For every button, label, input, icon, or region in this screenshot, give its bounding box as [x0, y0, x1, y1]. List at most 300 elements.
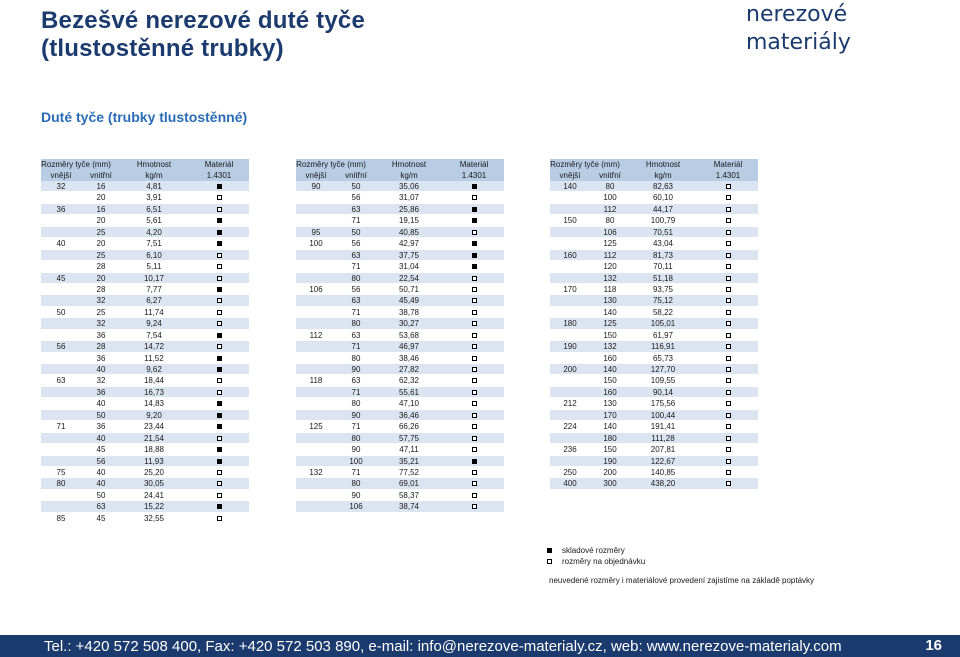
- empty-square-icon: [726, 298, 731, 303]
- table-row: [550, 318, 758, 329]
- weight-cell: 5,61: [146, 216, 162, 226]
- filled-square-icon: [472, 253, 477, 258]
- inner-diameter-cell: 40: [96, 433, 106, 443]
- table-header-row-1: [41, 159, 249, 170]
- outer-diameter-cell: 80: [56, 479, 66, 489]
- table-row: [41, 341, 249, 352]
- empty-square-icon: [217, 310, 222, 315]
- inner-diameter-cell: 25: [96, 250, 106, 260]
- weight-cell: 9,62: [146, 365, 162, 374]
- outer-diameter-cell: 150: [563, 216, 577, 226]
- weight-cell: 31,07: [398, 193, 420, 203]
- table-row: [550, 284, 758, 295]
- weight-cell: 32,55: [143, 513, 165, 523]
- outer-diameter-cell: 118: [309, 376, 323, 386]
- outer-diameter-cell: 95: [311, 227, 321, 237]
- table-row: [41, 273, 249, 284]
- empty-square-icon: [726, 344, 731, 349]
- filled-square-icon: [217, 459, 222, 464]
- empty-square-icon: [472, 390, 477, 395]
- outer-diameter-cell: 250: [563, 467, 577, 477]
- weight-cell: 66,26: [398, 422, 420, 432]
- inner-diameter-cell: 106: [349, 502, 363, 512]
- empty-square-icon: [217, 344, 222, 349]
- empty-square-icon: [217, 390, 222, 395]
- weight-cell: 65,73: [652, 353, 674, 363]
- filled-square-icon: [472, 218, 477, 223]
- weight-cell: 116,91: [651, 342, 675, 352]
- outer-diameter-cell: 75: [56, 467, 66, 477]
- filled-square-icon: [217, 218, 222, 223]
- table-row: [296, 307, 504, 318]
- weight-cell: 61,97: [652, 330, 674, 340]
- table-header-row-1: [296, 159, 504, 170]
- table-row: [296, 375, 504, 386]
- inner-diameter-cell: 63: [351, 376, 361, 386]
- outer-diameter-cell: 180: [563, 319, 577, 329]
- table-row: [41, 318, 249, 329]
- inner-diameter-cell: 71: [351, 262, 361, 272]
- table-row: [41, 421, 249, 432]
- table-body: [41, 181, 249, 524]
- inner-diameter-cell: 120: [603, 262, 617, 272]
- inner-diameter-cell: 125: [603, 239, 617, 249]
- weight-cell: 127,70: [650, 365, 676, 374]
- header-weight: Hmotnost: [645, 160, 681, 169]
- outer-diameter-cell: 400: [563, 479, 577, 489]
- inner-diameter-cell: 20: [96, 193, 106, 203]
- inner-diameter-cell: 16: [96, 204, 106, 214]
- inner-diameter-cell: 25: [96, 227, 106, 237]
- weight-cell: 82,63: [652, 182, 674, 191]
- table-row: [41, 513, 249, 524]
- table-row: [550, 273, 758, 284]
- weight-cell: 9,24: [146, 319, 162, 329]
- table-row: [296, 284, 504, 295]
- weight-cell: 6,51: [146, 204, 162, 214]
- weight-cell: 175,56: [650, 399, 676, 409]
- inner-diameter-cell: 71: [351, 387, 361, 397]
- filled-square-icon: [472, 207, 477, 212]
- weight-cell: 38,74: [398, 502, 420, 512]
- weight-cell: 18,44: [143, 376, 165, 386]
- inner-diameter-cell: 28: [96, 284, 106, 294]
- weight-cell: 60,10: [652, 193, 674, 203]
- outer-diameter-cell: 190: [563, 342, 577, 352]
- empty-square-icon: [472, 378, 477, 383]
- weight-cell: 14,72: [143, 342, 165, 352]
- weight-cell: 38,78: [398, 307, 420, 317]
- inner-diameter-cell: 190: [603, 456, 617, 466]
- inner-diameter-cell: 25: [96, 307, 106, 317]
- inner-diameter-cell: 300: [603, 479, 617, 489]
- filled-square-icon: [217, 367, 222, 372]
- table-row: [296, 273, 504, 284]
- availability-note: neuvedené rozměry i materiálové provedení zajistíme na základě poptávky: [549, 576, 815, 585]
- outer-diameter-cell: 160: [563, 250, 577, 260]
- empty-square-icon: [217, 436, 222, 441]
- inner-diameter-cell: 71: [351, 467, 361, 477]
- outer-diameter-cell: 45: [56, 273, 66, 283]
- inner-diameter-cell: 80: [351, 479, 361, 489]
- inner-diameter-cell: 140: [603, 365, 617, 374]
- outer-diameter-cell: 56: [56, 342, 66, 352]
- filled-square-icon: [217, 333, 222, 338]
- empty-square-icon: [472, 424, 477, 429]
- empty-square-icon: [726, 287, 731, 292]
- table-row: [296, 181, 504, 192]
- weight-cell: 7,51: [146, 239, 162, 249]
- inner-diameter-cell: 16: [96, 182, 106, 191]
- table-header-row-2: [296, 170, 504, 181]
- table-body: [550, 181, 758, 490]
- empty-square-icon: [472, 321, 477, 326]
- weight-cell: 30,27: [398, 319, 420, 329]
- table-row: [41, 398, 249, 409]
- weight-cell: 100,44: [650, 410, 676, 420]
- inner-diameter-cell: 63: [351, 296, 361, 306]
- table-header-row-2: [41, 170, 249, 181]
- table-row: [550, 261, 758, 272]
- outer-diameter-cell: 90: [311, 182, 321, 191]
- table-row: [41, 467, 249, 478]
- inner-diameter-cell: 106: [603, 227, 617, 237]
- inner-diameter-cell: 125: [603, 319, 617, 329]
- inner-diameter-cell: 130: [603, 399, 617, 409]
- table-row: [41, 204, 249, 215]
- filled-square-icon: [472, 459, 477, 464]
- weight-cell: 207,81: [650, 445, 676, 455]
- weight-cell: 6,10: [146, 250, 162, 260]
- table-row: [296, 410, 504, 421]
- page-title-line2: (tlustostěnné trubky): [41, 35, 284, 62]
- weight-cell: 53,68: [398, 330, 420, 340]
- empty-square-icon: [726, 195, 731, 200]
- table-row: [550, 250, 758, 261]
- table-row: [296, 478, 504, 489]
- header-weight: Hmotnost: [391, 160, 427, 169]
- weight-cell: 62,32: [398, 376, 420, 386]
- table-row: [296, 341, 504, 352]
- inner-diameter-cell: 56: [351, 239, 361, 249]
- table-row: [550, 467, 758, 478]
- table-row: [296, 433, 504, 444]
- empty-square-icon: [472, 298, 477, 303]
- table-row: [296, 330, 504, 341]
- table-row: [550, 375, 758, 386]
- weight-cell: 37,75: [398, 250, 420, 260]
- inner-diameter-cell: 40: [96, 467, 106, 477]
- table-row: [41, 250, 249, 261]
- inner-diameter-cell: 180: [603, 433, 617, 443]
- weight-cell: 15,22: [143, 502, 165, 512]
- table-row: [296, 421, 504, 432]
- table-row: [41, 307, 249, 318]
- inner-diameter-cell: 28: [96, 342, 106, 352]
- filled-square-icon: [547, 548, 552, 553]
- table-row: [296, 501, 504, 512]
- inner-diameter-cell: 80: [351, 353, 361, 363]
- inner-diameter-cell: 20: [96, 273, 106, 283]
- table-row: [41, 261, 249, 272]
- weight-cell: 22,54: [398, 273, 420, 283]
- weight-cell: 6,27: [146, 296, 162, 306]
- inner-diameter-cell: 71: [351, 342, 361, 352]
- empty-square-icon: [726, 253, 731, 258]
- header-outer: vnější: [50, 171, 72, 180]
- table-row: [550, 410, 758, 421]
- outer-diameter-cell: 212: [563, 399, 577, 409]
- weight-cell: 109,55: [650, 376, 676, 386]
- header-outer: vnější: [559, 171, 581, 180]
- weight-cell: 70,51: [652, 227, 674, 237]
- inner-diameter-cell: 130: [603, 296, 617, 306]
- weight-cell: 36,46: [398, 410, 420, 420]
- empty-square-icon: [726, 413, 731, 418]
- table-row: [550, 444, 758, 455]
- weight-cell: 5,11: [146, 262, 162, 272]
- empty-square-icon: [217, 481, 222, 486]
- inner-diameter-cell: 80: [351, 319, 361, 329]
- weight-cell: 4,20: [146, 227, 162, 237]
- table-row: [41, 192, 249, 203]
- table-row: [41, 501, 249, 512]
- empty-square-icon: [472, 195, 477, 200]
- table-row: [41, 444, 249, 455]
- table-row: [296, 215, 504, 226]
- table-row: [41, 433, 249, 444]
- inner-diameter-cell: 45: [96, 445, 106, 455]
- empty-square-icon: [472, 276, 477, 281]
- inner-diameter-cell: 40: [96, 399, 106, 409]
- table-row: [41, 364, 249, 375]
- table-row: [296, 318, 504, 329]
- header-dims: Rozměry tyče (mm): [550, 160, 620, 169]
- weight-cell: 35,06: [398, 182, 420, 191]
- inner-diameter-cell: 20: [96, 216, 106, 226]
- inner-diameter-cell: 32: [96, 376, 106, 386]
- inner-diameter-cell: 50: [96, 490, 106, 500]
- weight-cell: 55,61: [398, 387, 420, 397]
- weight-cell: 44,17: [652, 204, 674, 214]
- empty-square-icon: [726, 367, 731, 372]
- table-row: [550, 421, 758, 432]
- table-row: [41, 456, 249, 467]
- empty-square-icon: [726, 459, 731, 464]
- weight-cell: 93,75: [652, 284, 674, 294]
- empty-square-icon: [547, 559, 552, 564]
- inner-diameter-cell: 80: [605, 216, 615, 226]
- table-row: [550, 353, 758, 364]
- empty-square-icon: [726, 470, 731, 475]
- table-row: [41, 330, 249, 341]
- inner-diameter-cell: 56: [351, 284, 361, 294]
- header-outer: vnější: [305, 171, 327, 180]
- weight-cell: 58,37: [398, 490, 420, 500]
- header-grade: 1.4301: [715, 171, 741, 180]
- inner-diameter-cell: 50: [351, 182, 361, 191]
- weight-cell: 100,79: [650, 216, 676, 226]
- weight-cell: 19,15: [398, 216, 420, 226]
- empty-square-icon: [472, 413, 477, 418]
- filled-square-icon: [472, 241, 477, 246]
- table-row: [296, 353, 504, 364]
- inner-diameter-cell: 36: [96, 387, 106, 397]
- inner-diameter-cell: 36: [96, 353, 106, 363]
- table-row: [41, 227, 249, 238]
- header-inner: vnitřní: [599, 171, 621, 180]
- empty-square-icon: [726, 401, 731, 406]
- header-dims: Rozměry tyče (mm): [41, 160, 111, 169]
- empty-square-icon: [726, 333, 731, 338]
- header-weight: Hmotnost: [136, 160, 172, 169]
- table-header-row-1: [550, 159, 758, 170]
- outer-diameter-cell: 140: [563, 182, 577, 191]
- weight-cell: 81,73: [652, 250, 674, 260]
- header-grade: 1.4301: [206, 171, 232, 180]
- inner-diameter-cell: 160: [603, 387, 617, 397]
- weight-cell: 7,77: [146, 284, 162, 294]
- dimensions-table-3: [550, 159, 758, 490]
- table-body: [296, 181, 504, 513]
- section-subtitle: Duté tyče (trubky tlustostěnné): [41, 109, 248, 125]
- weight-cell: 14,83: [143, 399, 165, 409]
- empty-square-icon: [726, 356, 731, 361]
- empty-square-icon: [217, 276, 222, 281]
- empty-square-icon: [217, 321, 222, 326]
- weight-cell: 4,81: [146, 182, 162, 191]
- table-row: [296, 467, 504, 478]
- table-row: [550, 433, 758, 444]
- filled-square-icon: [217, 287, 222, 292]
- legend-order-label: rozměry na objednávku: [562, 557, 646, 566]
- empty-square-icon: [726, 264, 731, 269]
- inner-diameter-cell: 150: [603, 445, 617, 455]
- inner-diameter-cell: 36: [96, 422, 106, 432]
- outer-diameter-cell: 36: [56, 204, 66, 214]
- empty-square-icon: [726, 207, 731, 212]
- outer-diameter-cell: 170: [563, 284, 577, 294]
- table-row: [296, 238, 504, 249]
- empty-square-icon: [472, 287, 477, 292]
- weight-cell: 7,54: [146, 330, 162, 340]
- table-row: [550, 238, 758, 249]
- inner-diameter-cell: 80: [351, 399, 361, 409]
- filled-square-icon: [217, 447, 222, 452]
- weight-cell: 11,74: [144, 307, 164, 317]
- filled-square-icon: [217, 413, 222, 418]
- weight-cell: 50,71: [398, 284, 420, 294]
- inner-diameter-cell: 45: [96, 513, 106, 523]
- table-row: [550, 341, 758, 352]
- header-unit: kg/m: [145, 171, 163, 180]
- weight-cell: 31,04: [398, 262, 420, 272]
- outer-diameter-cell: 71: [56, 422, 66, 432]
- empty-square-icon: [472, 481, 477, 486]
- outer-diameter-cell: 132: [309, 467, 323, 477]
- header-dims: Rozměry tyče (mm): [296, 160, 366, 169]
- outer-diameter-cell: 63: [56, 376, 66, 386]
- outer-diameter-cell: 200: [563, 365, 577, 374]
- weight-cell: 38,46: [398, 353, 420, 363]
- weight-cell: 438,20: [650, 479, 676, 489]
- inner-diameter-cell: 63: [351, 250, 361, 260]
- header-grade: 1.4301: [461, 171, 487, 180]
- weight-cell: 35,21: [398, 456, 420, 466]
- weight-cell: 45,49: [398, 296, 420, 306]
- weight-cell: 46,97: [398, 342, 420, 352]
- inner-diameter-cell: 32: [96, 296, 106, 306]
- inner-diameter-cell: 71: [351, 307, 361, 317]
- empty-square-icon: [472, 493, 477, 498]
- inner-diameter-cell: 170: [603, 410, 617, 420]
- weight-cell: 23,44: [143, 422, 165, 432]
- outer-diameter-cell: 85: [56, 513, 66, 523]
- inner-diameter-cell: 90: [351, 490, 361, 500]
- weight-cell: 25,86: [398, 204, 420, 214]
- header-unit: kg/m: [654, 171, 672, 180]
- table-row: [41, 387, 249, 398]
- inner-diameter-cell: 80: [605, 182, 615, 191]
- outer-diameter-cell: 236: [563, 445, 577, 455]
- company-logo: [746, 2, 858, 60]
- table-row: [296, 364, 504, 375]
- inner-diameter-cell: 112: [603, 250, 617, 260]
- weight-cell: 57,75: [398, 433, 420, 443]
- inner-diameter-cell: 56: [96, 456, 106, 466]
- weight-cell: 21,54: [143, 433, 165, 443]
- weight-cell: 16,73: [143, 387, 165, 397]
- table-row: [296, 398, 504, 409]
- table-row: [41, 215, 249, 226]
- page-title-line1: Bezešvé nerezové duté tyče: [41, 7, 366, 34]
- empty-square-icon: [217, 516, 222, 521]
- header-material: Materiál: [713, 160, 743, 169]
- empty-square-icon: [726, 378, 731, 383]
- table-row: [550, 227, 758, 238]
- weight-cell: 140,85: [650, 467, 676, 477]
- weight-cell: 43,04: [652, 239, 674, 249]
- table-row: [41, 490, 249, 501]
- empty-square-icon: [472, 367, 477, 372]
- inner-diameter-cell: 63: [351, 330, 361, 340]
- weight-cell: 70,11: [653, 262, 673, 272]
- inner-diameter-cell: 50: [351, 227, 361, 237]
- table-row: [550, 181, 758, 192]
- empty-square-icon: [472, 447, 477, 452]
- weight-cell: 75,12: [652, 296, 674, 306]
- weight-cell: 191,41: [650, 422, 676, 432]
- empty-square-icon: [726, 241, 731, 246]
- inner-diameter-cell: 100: [349, 456, 363, 466]
- table-row: [296, 204, 504, 215]
- weight-cell: 69,01: [398, 479, 420, 489]
- inner-diameter-cell: 118: [603, 284, 617, 294]
- table-row: [296, 295, 504, 306]
- table-row: [296, 192, 504, 203]
- outer-diameter-cell: 100: [309, 239, 323, 249]
- table-row: [550, 192, 758, 203]
- empty-square-icon: [472, 356, 477, 361]
- table-row: [550, 364, 758, 375]
- table-row: [41, 295, 249, 306]
- inner-diameter-cell: 28: [96, 262, 106, 272]
- outer-diameter-cell: 32: [56, 182, 66, 191]
- inner-diameter-cell: 56: [351, 193, 361, 203]
- weight-cell: 51,18: [652, 273, 674, 283]
- empty-square-icon: [726, 447, 731, 452]
- inner-diameter-cell: 150: [603, 376, 617, 386]
